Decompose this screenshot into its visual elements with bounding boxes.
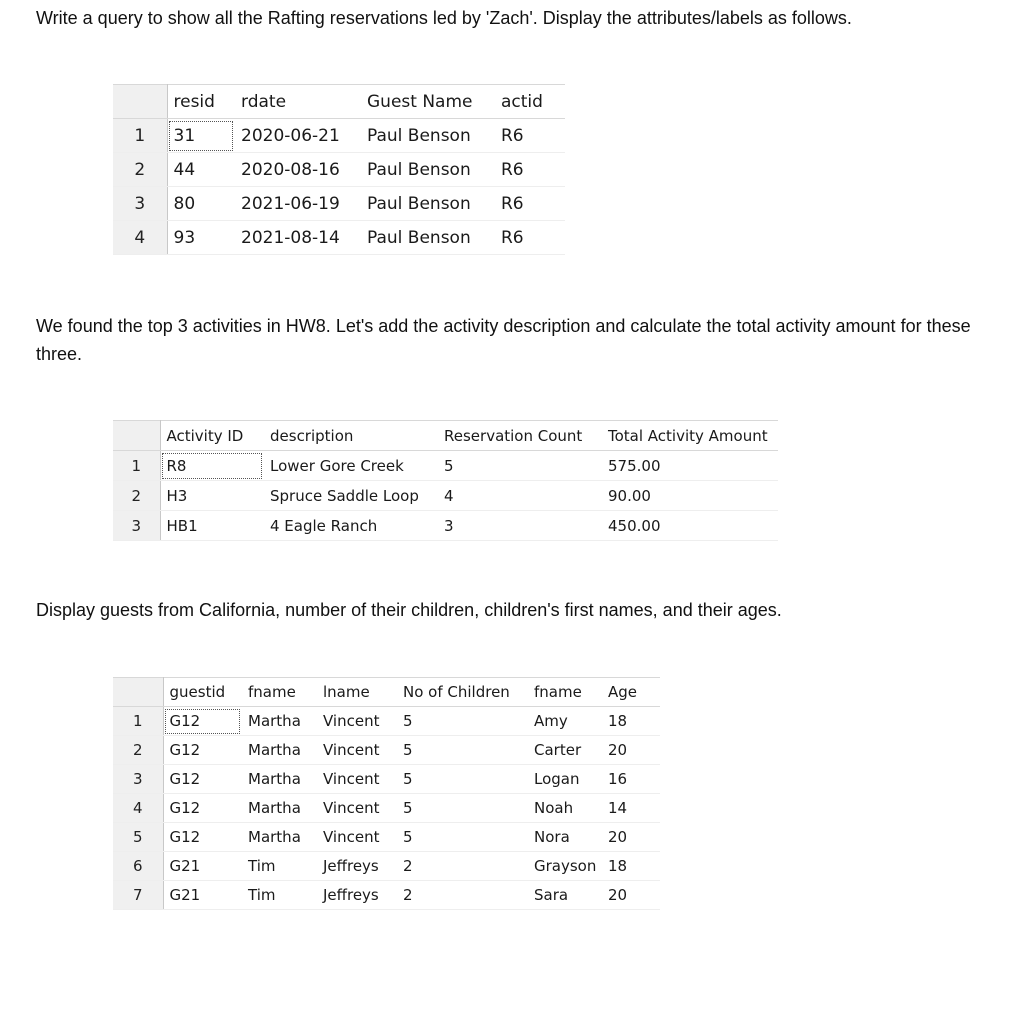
cell-activity-id[interactable]: HB1	[160, 511, 264, 541]
cell-description[interactable]: 4 Eagle Ranch	[264, 511, 438, 541]
question-3-text: Display guests from California, number of their children, children's first names, and their ages.	[36, 600, 782, 620]
cell-lname[interactable]: Vincent	[317, 823, 397, 852]
column-header-lname[interactable]: lname	[317, 678, 397, 707]
cell-lname[interactable]: Vincent	[317, 736, 397, 765]
row-number[interactable]: 1	[113, 707, 163, 736]
table-row[interactable]	[113, 707, 660, 736]
cell-child-fname[interactable]: Noah	[528, 794, 602, 823]
question-1-text: Write a query to show all the Rafting reservations led by 'Zach'. Display the attributes/labels as follows.	[36, 8, 852, 28]
table-row[interactable]	[113, 736, 660, 765]
column-header-total-activity-amount[interactable]: Total Activity Amount	[602, 421, 778, 451]
table-row[interactable]	[113, 852, 660, 881]
table-row[interactable]	[113, 187, 565, 221]
cell-actid[interactable]: R6	[495, 187, 565, 221]
cell-no-of-children[interactable]: 2	[397, 852, 528, 881]
cell-rdate[interactable]: 2021-06-19	[235, 187, 361, 221]
cell-guest-name[interactable]: Paul Benson	[361, 153, 495, 187]
column-header-reservation-count[interactable]: Reservation Count	[438, 421, 602, 451]
cell-resid[interactable]: 31	[167, 119, 235, 153]
table-row[interactable]	[113, 823, 660, 852]
cell-activity-id[interactable]: H3	[160, 481, 264, 511]
cell-guestid[interactable]: G12	[163, 765, 242, 794]
activities-results-grid	[113, 420, 778, 541]
column-header-guest-name[interactable]: Guest Name	[361, 85, 495, 119]
column-header-resid[interactable]: resid	[167, 85, 235, 119]
cell-fname[interactable]: Martha	[242, 736, 317, 765]
cell-age[interactable]: 18	[602, 707, 660, 736]
cell-guestid[interactable]: G12	[163, 736, 242, 765]
cell-description[interactable]: Lower Gore Creek	[264, 451, 438, 481]
row-header-corner[interactable]	[113, 678, 163, 707]
column-header-activity-id[interactable]: Activity ID	[160, 421, 264, 451]
cell-guestid[interactable]: G21	[163, 881, 242, 910]
cell-guestid[interactable]: G12	[163, 823, 242, 852]
guests-results-grid	[113, 677, 660, 910]
grid-header-row	[113, 85, 565, 119]
table-row[interactable]	[113, 765, 660, 794]
table-row[interactable]	[113, 153, 565, 187]
cell-actid[interactable]: R6	[495, 153, 565, 187]
cell-guestid[interactable]: G12	[163, 707, 242, 736]
cell-age[interactable]: 20	[602, 823, 660, 852]
cell-no-of-children[interactable]: 5	[397, 765, 528, 794]
table-row[interactable]	[113, 481, 778, 511]
cell-fname[interactable]: Martha	[242, 707, 317, 736]
row-number[interactable]: 5	[113, 823, 163, 852]
row-number[interactable]: 2	[113, 736, 163, 765]
cell-child-fname[interactable]: Amy	[528, 707, 602, 736]
cell-lname[interactable]: Vincent	[317, 765, 397, 794]
table-row[interactable]	[113, 119, 565, 153]
cell-lname[interactable]: Jeffreys	[317, 881, 397, 910]
column-header-actid[interactable]: actid	[495, 85, 565, 119]
cell-fname[interactable]: Martha	[242, 823, 317, 852]
row-number[interactable]: 1	[113, 119, 167, 153]
cell-child-fname[interactable]: Nora	[528, 823, 602, 852]
cell-fname[interactable]: Martha	[242, 794, 317, 823]
row-number[interactable]: 1	[113, 451, 160, 481]
cell-child-fname[interactable]: Grayson	[528, 852, 602, 881]
row-number[interactable]: 2	[113, 153, 167, 187]
row-number[interactable]: 3	[113, 187, 167, 221]
cell-age[interactable]: 20	[602, 881, 660, 910]
cell-total-activity-amount[interactable]: 575.00	[602, 451, 778, 481]
cell-child-fname[interactable]: Carter	[528, 736, 602, 765]
table-row[interactable]	[113, 221, 565, 255]
column-header-no-of-children[interactable]: No of Children	[397, 678, 528, 707]
row-number[interactable]: 7	[113, 881, 163, 910]
reservations-results-grid	[113, 84, 565, 255]
column-header-age[interactable]: Age	[602, 678, 660, 707]
cell-description[interactable]: Spruce Saddle Loop	[264, 481, 438, 511]
column-header-child-fname[interactable]: fname	[528, 678, 602, 707]
cell-fname[interactable]: Tim	[242, 881, 317, 910]
cell-no-of-children[interactable]: 5	[397, 707, 528, 736]
cell-no-of-children[interactable]: 2	[397, 881, 528, 910]
column-header-guestid[interactable]: guestid	[163, 678, 242, 707]
grid-header-row	[113, 421, 778, 451]
cell-activity-id[interactable]: R8	[160, 451, 264, 481]
cell-age[interactable]: 14	[602, 794, 660, 823]
column-header-rdate[interactable]: rdate	[235, 85, 361, 119]
column-header-fname[interactable]: fname	[242, 678, 317, 707]
cell-resid[interactable]: 93	[167, 221, 235, 255]
row-header-corner[interactable]	[113, 421, 160, 451]
row-header-corner[interactable]	[113, 85, 167, 119]
cell-rdate[interactable]: 2020-06-21	[235, 119, 361, 153]
cell-no-of-children[interactable]: 5	[397, 823, 528, 852]
cell-fname[interactable]: Martha	[242, 765, 317, 794]
cell-rdate[interactable]: 2021-08-14	[235, 221, 361, 255]
cell-lname[interactable]: Jeffreys	[317, 852, 397, 881]
grid-header-row	[113, 678, 660, 707]
cell-age[interactable]: 18	[602, 852, 660, 881]
cell-lname[interactable]: Vincent	[317, 794, 397, 823]
cell-guestid[interactable]: G12	[163, 794, 242, 823]
cell-reservation-count[interactable]: 5	[438, 451, 602, 481]
question-2-text: We found the top 3 activities in HW8. Let's add the activity description and calculate the total activity amount for these three.	[36, 316, 971, 364]
column-header-description[interactable]: description	[264, 421, 438, 451]
cell-age[interactable]: 16	[602, 765, 660, 794]
cell-fname[interactable]: Tim	[242, 852, 317, 881]
table-row[interactable]	[113, 881, 660, 910]
cell-total-activity-amount[interactable]: 450.00	[602, 511, 778, 541]
row-number[interactable]: 3	[113, 765, 163, 794]
row-number[interactable]: 6	[113, 852, 163, 881]
table-row[interactable]	[113, 511, 778, 541]
cell-resid[interactable]: 44	[167, 153, 235, 187]
table-row[interactable]	[113, 794, 660, 823]
cell-resid[interactable]: 80	[167, 187, 235, 221]
row-number[interactable]: 2	[113, 481, 160, 511]
cell-guest-name[interactable]: Paul Benson	[361, 187, 495, 221]
cell-no-of-children[interactable]: 5	[397, 794, 528, 823]
cell-age[interactable]: 20	[602, 736, 660, 765]
cell-lname[interactable]: Vincent	[317, 707, 397, 736]
row-number[interactable]: 4	[113, 221, 167, 255]
cell-child-fname[interactable]: Logan	[528, 765, 602, 794]
cell-rdate[interactable]: 2020-08-16	[235, 153, 361, 187]
cell-guest-name[interactable]: Paul Benson	[361, 119, 495, 153]
row-number[interactable]: 3	[113, 511, 160, 541]
cell-guest-name[interactable]: Paul Benson	[361, 221, 495, 255]
table-row[interactable]	[113, 451, 778, 481]
cell-reservation-count[interactable]: 3	[438, 511, 602, 541]
cell-reservation-count[interactable]: 4	[438, 481, 602, 511]
cell-actid[interactable]: R6	[495, 221, 565, 255]
row-number[interactable]: 4	[113, 794, 163, 823]
cell-child-fname[interactable]: Sara	[528, 881, 602, 910]
cell-actid[interactable]: R6	[495, 119, 565, 153]
cell-guestid[interactable]: G21	[163, 852, 242, 881]
cell-total-activity-amount[interactable]: 90.00	[602, 481, 778, 511]
cell-no-of-children[interactable]: 5	[397, 736, 528, 765]
